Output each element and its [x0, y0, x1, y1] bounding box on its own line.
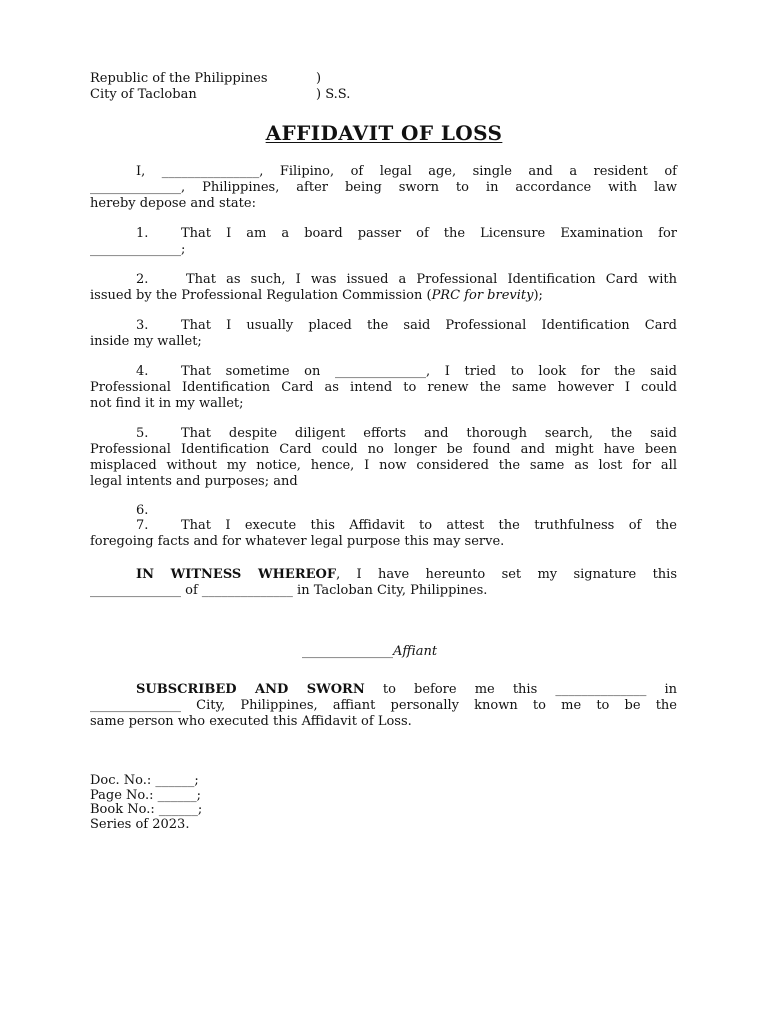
affiant-signature [302, 644, 437, 660]
item-4-line-1 [136, 364, 677, 380]
item-4-line-2: Professional Identification Card as intend to renew the same however I could [90, 380, 677, 395]
doc-number: Doc. No.: ______; [90, 773, 199, 788]
page-number: Page No.: ______; [90, 788, 202, 803]
item-4-line-3: not find it in my wallet; [90, 396, 244, 411]
item-2-line-1 [136, 272, 677, 288]
item-3-number: 3. [136, 318, 149, 333]
affiant-blank: ______________ [302, 644, 393, 659]
item-4-number: 4. [136, 364, 149, 379]
item-3-line-2: inside my wallet; [90, 334, 202, 349]
item-6-line [136, 503, 148, 519]
item-7-number: 7. [136, 518, 149, 533]
item-1-line-1 [136, 226, 677, 242]
caption-republic: Republic of the Philippines [90, 71, 268, 86]
caption-paren: ) [316, 71, 322, 86]
subscribed-line-3: same person who executed this Affidavit of Loss. [90, 714, 412, 729]
item-7-text-1: That I execute this Affidavit to attest the truthfulness of the [181, 518, 677, 533]
item-2-text-1: That as such, I was issued a Professional Identification Card with [186, 272, 677, 287]
item-3-line-1 [136, 318, 677, 334]
subscribed-heading: SUBSCRIBED AND SWORN [136, 682, 365, 697]
witness-text-1: , I have hereunto set my signature this [336, 567, 677, 582]
document-title-text: AFFIDAVIT OF LOSS [265, 121, 503, 145]
item-1-line-2: ______________; [90, 242, 186, 257]
book-number: Book No.: ______; [90, 802, 203, 817]
affiant-label: Affiant [393, 644, 438, 659]
series-year: Series of 2023. [90, 817, 190, 832]
intro-line-2: ______________, Philippines, after being sworn to in accordance with law [90, 180, 677, 195]
item-1-text-1: That I am a board passer of the Licensure Examination for [181, 226, 677, 241]
item-5-line-4: legal intents and purposes; and [90, 474, 298, 489]
item-2-line-2 [90, 288, 677, 304]
item-7-line-2: foregoing facts and for whatever legal purpose this may serve. [90, 534, 505, 549]
item-1-number: 1. [136, 226, 149, 241]
item-5-line-2: Professional Identification Card could no longer be found and might have been [90, 442, 677, 457]
subscribed-text-1: to before me this ______________ in [382, 682, 677, 697]
item-5-line-1 [136, 426, 677, 442]
subscribed-line-2: ______________ City, Philippines, affiant personally known to me to be the [90, 698, 677, 713]
intro-line-1: I, _______________, Filipino, of legal age, single and a resident of [136, 164, 677, 179]
intro-line-3: hereby depose and state: [90, 196, 256, 211]
item-4-text-1: That sometime on ______________, I tried to look for the said [181, 364, 677, 379]
item-3-text-1: That I usually placed the said Professional Identification Card [181, 318, 677, 333]
item-6-number: 6. [136, 503, 149, 518]
witness-line-2: ______________ of ______________ in Tacloban City, Philippines. [90, 583, 488, 598]
item-7-line-1 [136, 518, 677, 534]
witness-line-1 [136, 567, 677, 583]
witness-heading: IN WITNESS WHEREOF [136, 567, 337, 582]
subscribed-line-1 [136, 682, 677, 698]
caption-ss: ) S.S. [316, 87, 351, 102]
item-2-text-2b: PRC for brevity [431, 288, 534, 303]
item-2-number: 2. [136, 272, 149, 287]
item-5-text-1: That despite diligent efforts and thorough search, the said [181, 426, 677, 441]
item-5-line-3: misplaced without my notice, hence, I now considered the same as lost for all [90, 458, 677, 473]
item-2-text-2c: ); [533, 288, 543, 303]
item-5-number: 5. [136, 426, 149, 441]
document-title [0, 121, 768, 145]
item-2-text-2a: issued by the Professional Regulation Commission ( [90, 288, 432, 303]
caption-city: City of Tacloban [90, 87, 197, 102]
